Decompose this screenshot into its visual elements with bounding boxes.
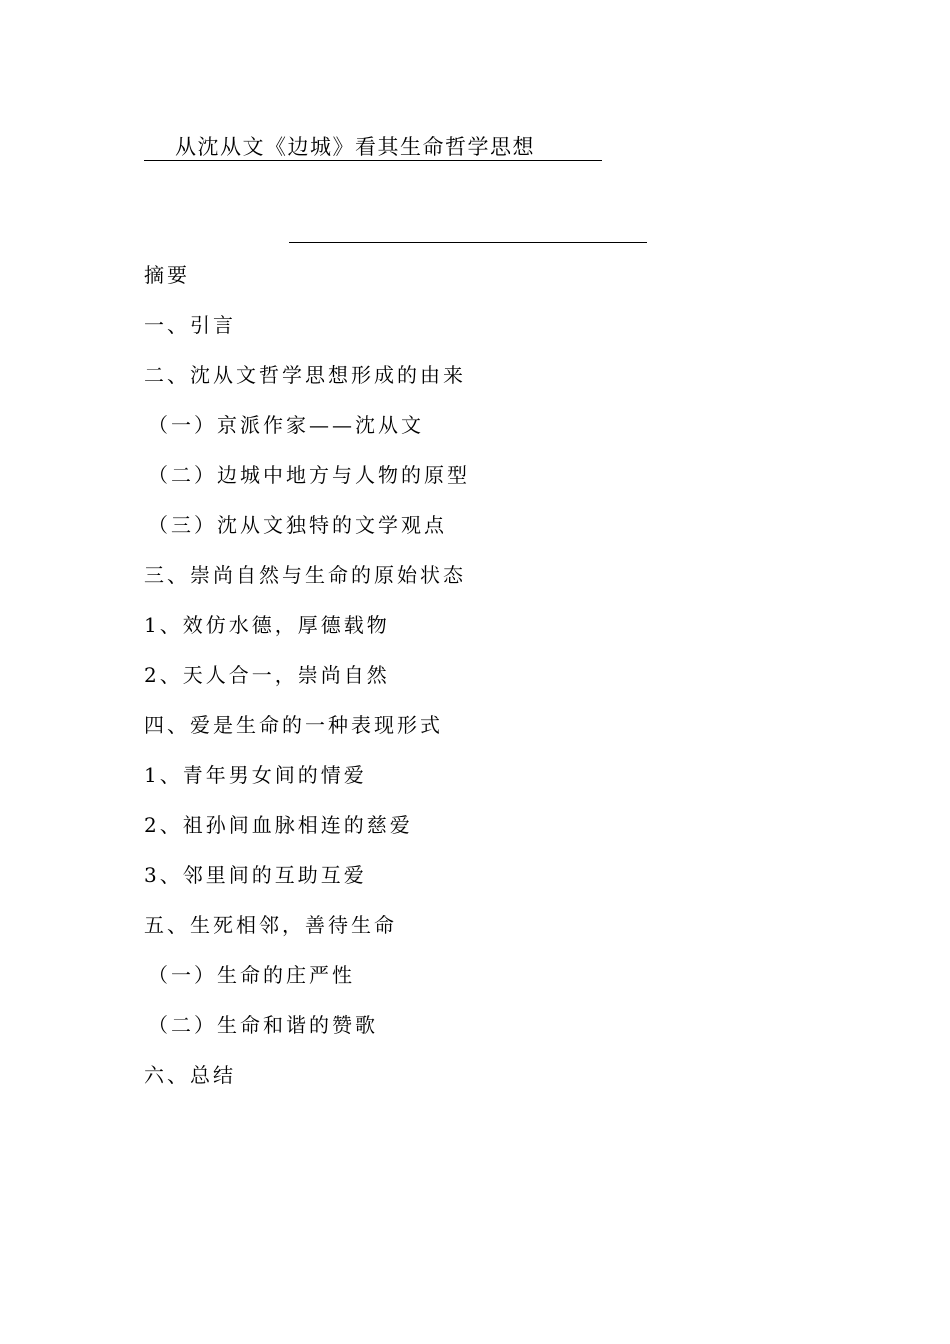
- outline-item: 一、引言: [144, 313, 236, 337]
- document-title: 从沈从文《边城》看其生命哲学思想: [175, 135, 535, 159]
- outline-item: 五、生死相邻，善待生命: [144, 913, 397, 937]
- outline-item: 1、效仿水德，厚德载物: [144, 613, 390, 637]
- outline-item: （二）边城中地方与人物的原型: [148, 463, 470, 487]
- blank-rule-line: [289, 242, 647, 243]
- outline-item: 四、爱是生命的一种表现形式: [144, 713, 443, 737]
- outline-item: （二）生命和谐的赞歌: [148, 1013, 378, 1037]
- outline-item: 摘要: [144, 263, 190, 287]
- outline-item: 2、祖孙间血脉相连的慈爱: [144, 813, 413, 837]
- outline-item: （一）京派作家——沈从文: [148, 413, 424, 437]
- outline-item: 六、总结: [144, 1063, 236, 1087]
- outline-item: （三）沈从文独特的文学观点: [148, 513, 447, 537]
- outline-item: 3、邻里间的互助互爱: [144, 863, 367, 887]
- outline-item: （一）生命的庄严性: [148, 963, 355, 987]
- outline-item: 三、崇尚自然与生命的原始状态: [144, 563, 466, 587]
- outline-item: 2、天人合一，崇尚自然: [144, 663, 390, 687]
- title-underline: [144, 134, 602, 161]
- outline-list: [144, 260, 844, 1110]
- outline-item: 二、沈从文哲学思想形成的由来: [144, 363, 466, 387]
- outline-item: 1、青年男女间的情爱: [144, 763, 367, 787]
